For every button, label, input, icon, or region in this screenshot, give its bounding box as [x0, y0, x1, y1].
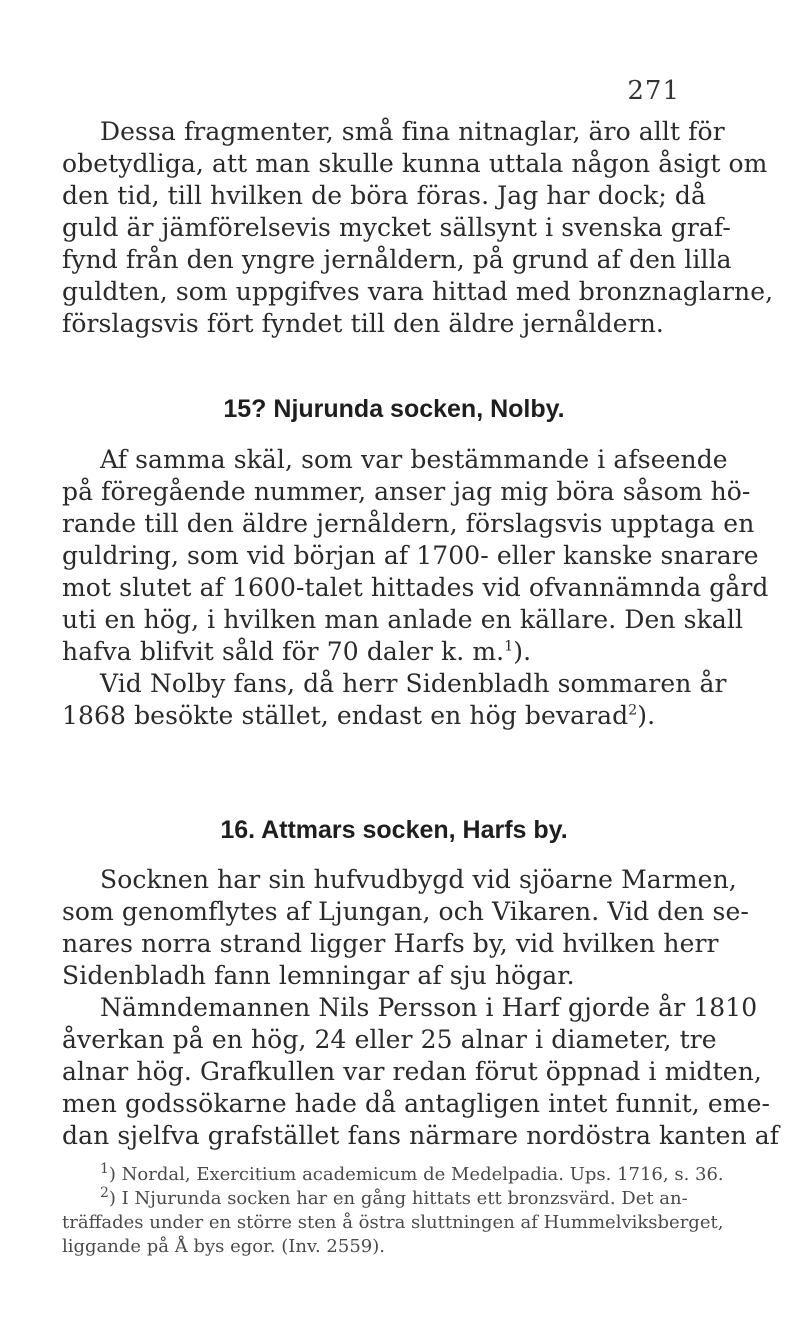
text-line: åverkan på en hög, 24 eller 25 alnar i diameter, tre	[62, 1025, 717, 1054]
footnotes	[62, 1161, 724, 1259]
text-line: Nämndemannen Nils Persson i Harf gjorde år 1810	[100, 993, 758, 1022]
text-line: nares norra strand ligger Harfs by, vid hvilken herr	[62, 929, 719, 958]
footnote-1: $^1$) Nordal, Exercitium academicum de Medelpadia. Ups. 1716, s. 36.	[100, 1161, 724, 1185]
text-line: Socknen har sin hufvudbygd vid sjöarne Marmen,	[100, 865, 737, 894]
closing-punct: ).	[513, 637, 532, 666]
paragraph-nolby	[62, 444, 769, 732]
text-line: den tid, till hvilken de böra föras. Jag har dock; då	[62, 181, 707, 210]
section-heading-15: 15? Njurunda socken, Nolby.	[223, 395, 565, 423]
text-line: guldten, som uppgifves vara hittad med bronznaglarne,	[62, 277, 774, 306]
paragraph-attmar	[62, 864, 780, 1152]
text-line: som genomflytes af Ljungan, och Vikaren. Vid den se-	[62, 897, 749, 926]
text-line: uti en hög, i hvilken man anlade en källare. Den skall	[62, 605, 744, 634]
text-line: Vid Nolby fans, då herr Sidenbladh sommaren år	[100, 669, 727, 698]
text-line: mot slutet af 1600-talet hittades vid ofvannämnda gård	[62, 573, 769, 602]
text-line: Sidenbladh fann lemningar af sju högar.	[62, 961, 575, 990]
text-line	[62, 700, 710, 732]
page-number: 271	[627, 76, 680, 106]
footnote-text: träffades under en större sten å östra sluttningen af Hummelviksberget,	[62, 1212, 724, 1233]
footnote-2: $^2$) I Njurunda socken har en gång hittats ett bronzsvärd. Det an-	[100, 1185, 688, 1209]
text-line: Dessa fragmenter, små fina nitnaglar, äro allt för	[100, 117, 725, 146]
text-line: guld är jämförelsevis mycket sällsynt i svenska graf-	[62, 213, 731, 242]
text-line: obetydliga, att man skulle kunna uttala någon åsigt om	[62, 149, 768, 178]
text-line: på föregående nummer, anser jag mig böra såsom hö-	[62, 477, 751, 506]
footnote-text: I Njurunda socken har en gång hittats ett bronzsvärd. Det an-	[121, 1188, 688, 1209]
paragraph-intro	[62, 116, 774, 340]
footnote-text: liggande på Å bys egor. (Inv. 2559).	[62, 1236, 385, 1257]
text-line-body: hafva blifvit såld för 70 daler k. m.	[62, 637, 505, 666]
footnote-ref-2[interactable]: 2	[628, 702, 638, 719]
text-line-body: 1868 besökte stället, endast en hög bevarad	[62, 701, 629, 730]
text-line: rande till den äldre jernåldern, förslagsvis upptaga en	[62, 509, 755, 538]
text-line	[62, 636, 710, 668]
footnote-text: Nordal, Exercitium academicum de Medelpadia. Ups. 1716, s. 36.	[121, 1164, 724, 1185]
footnote-mark: 2	[100, 1185, 109, 1201]
closing-punct: ).	[637, 701, 656, 730]
footnote-mark: 1	[100, 1161, 109, 1177]
text-line: förslagsvis fört fyndet till den äldre jernåldern.	[62, 309, 664, 338]
text-line: dan sjelfva grafstället fans närmare nordöstra kanten af	[62, 1121, 780, 1150]
text-line: Af samma skäl, som var bestämmande i afseende	[100, 445, 728, 474]
text-line: men godssökarne hade då antagligen intet funnit, eme-	[62, 1089, 771, 1118]
text-line: alnar hög. Grafkullen var redan förut öppnad i midten,	[62, 1057, 762, 1086]
text-line: fynd från den yngre jernåldern, på grund af den lilla	[62, 245, 732, 274]
footnote-ref-1[interactable]: 1	[504, 638, 514, 655]
section-heading-16: 16. Attmars socken, Harfs by.	[220, 816, 568, 844]
text-line: guldring, som vid början af 1700- eller kanske snarare	[62, 541, 759, 570]
